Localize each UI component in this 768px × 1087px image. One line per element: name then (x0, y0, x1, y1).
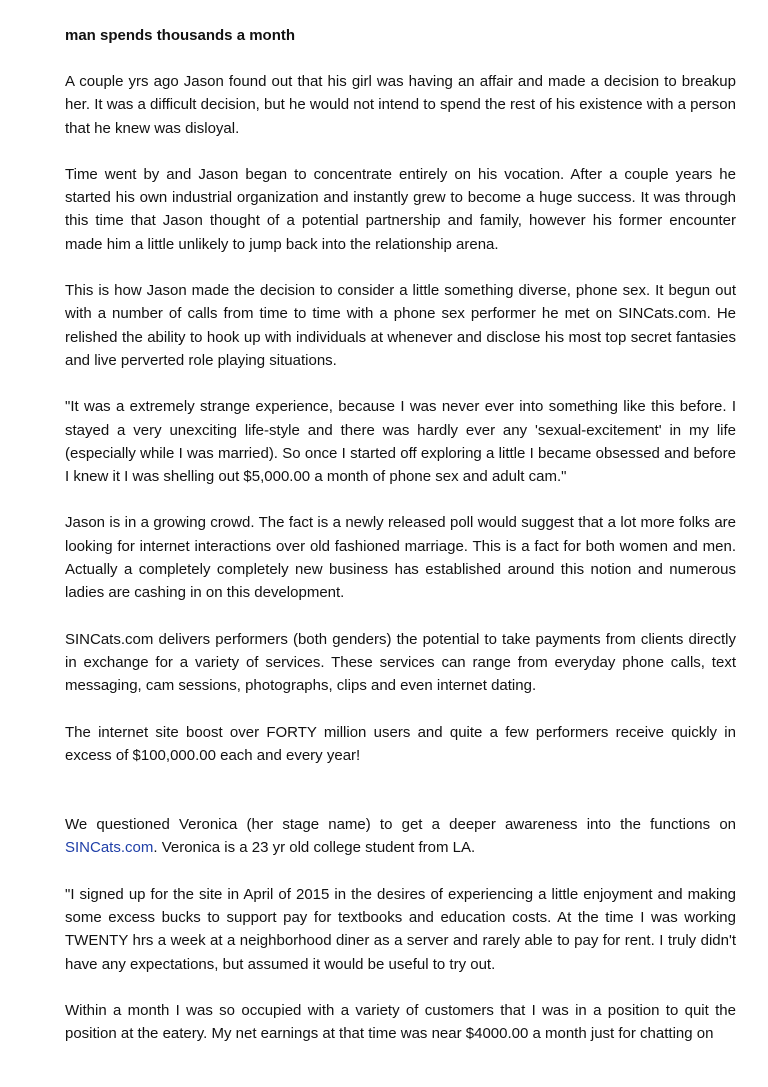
paragraph-phone-sex: This is how Jason made the decision to consider a little something diverse, phone sex. It begun out with a number of calls from time to time with a phone sex performer he met on SINCats.com. He relished the ability to hook up with individuals at whenever and disclose his most top secret fantasies and live perverted role playing situations. (65, 282, 736, 369)
paragraph-breakup: A couple yrs ago Jason found out that his girl was having an affair and made a decision to breakup her. It was a difficult decision, but he would not intend to spend the rest of his existence with a person that he knew was disloyal. (65, 73, 736, 137)
paragraph-quote-jason: "It was a extremely strange experience, because I was never ever into something like this before. I stayed a very unexciting life-style and there was hardly ever any 'sexual-excitement' in my life (especially while I was married). So once I started off exploring a little I became obsessed and before I knew it I was shelling out $5,000.00 a month of phone sex and adult cam." (65, 398, 736, 486)
veronica-intro-text: We questioned Veronica (her stage name) to get a deeper awareness into the functions on (65, 816, 736, 834)
paragraph-veronica-earnings: Within a month I was so occupied with a variety of customers that I was in a position to quit the position at the eatery. My net earnings at that time was near $4000.00 a month just for chatting on (65, 1001, 736, 1043)
paragraph-veronica-quote: "I signed up for the site in April of 2015 in the desires of experiencing a little enjoyment and making some excess bucks to support pay for textbooks and education costs. At the time I was working TWENTY hrs a week at a neighborhood diner as a server and rarely able to pay for rent. I truly didn't have any expectations, but assumed it would be useful to try out. (65, 885, 736, 973)
sincats-link[interactable]: SINCats.com (65, 839, 154, 857)
document-title: man spends thousands a month (65, 27, 296, 44)
paragraph-vocation: Time went by and Jason began to concentrate entirely on his vocation. After a couple years he started his own industrial organization and instantly grew to become a huge success. It was through this time that Jason thought of a potential partnership and family, however his former encounter made him a little unlikely to jump back into the relationship arena. (65, 165, 736, 253)
veronica-intro-text-end: . Veronica is a 23 yr old college student from LA. (153, 839, 476, 857)
spacer (65, 790, 736, 813)
paragraph-sincats-services: SINCats.com delivers performers (both genders) the potential to take payments from clients directly in exchange for a variety of services. These services can range from everyday phone calls, text messaging, cam sessions, photographs, clips and even internet dating. (65, 630, 736, 695)
paragraph-users: The internet site boost over FORTY million users and quite a few performers receive quickly in excess of $100,000.00 each and every year! (65, 723, 736, 764)
paragraph-veronica-intro (65, 813, 736, 860)
paragraph-growing-crowd: Jason is in a growing crowd. The fact is a newly released poll would suggest that a lot more folks are looking for internet interactions over old fashioned marriage. This is a fact for both women and men. Actually a completely completely new business has established around this notion and numerous ladies are cashing in on this development. (65, 514, 736, 602)
